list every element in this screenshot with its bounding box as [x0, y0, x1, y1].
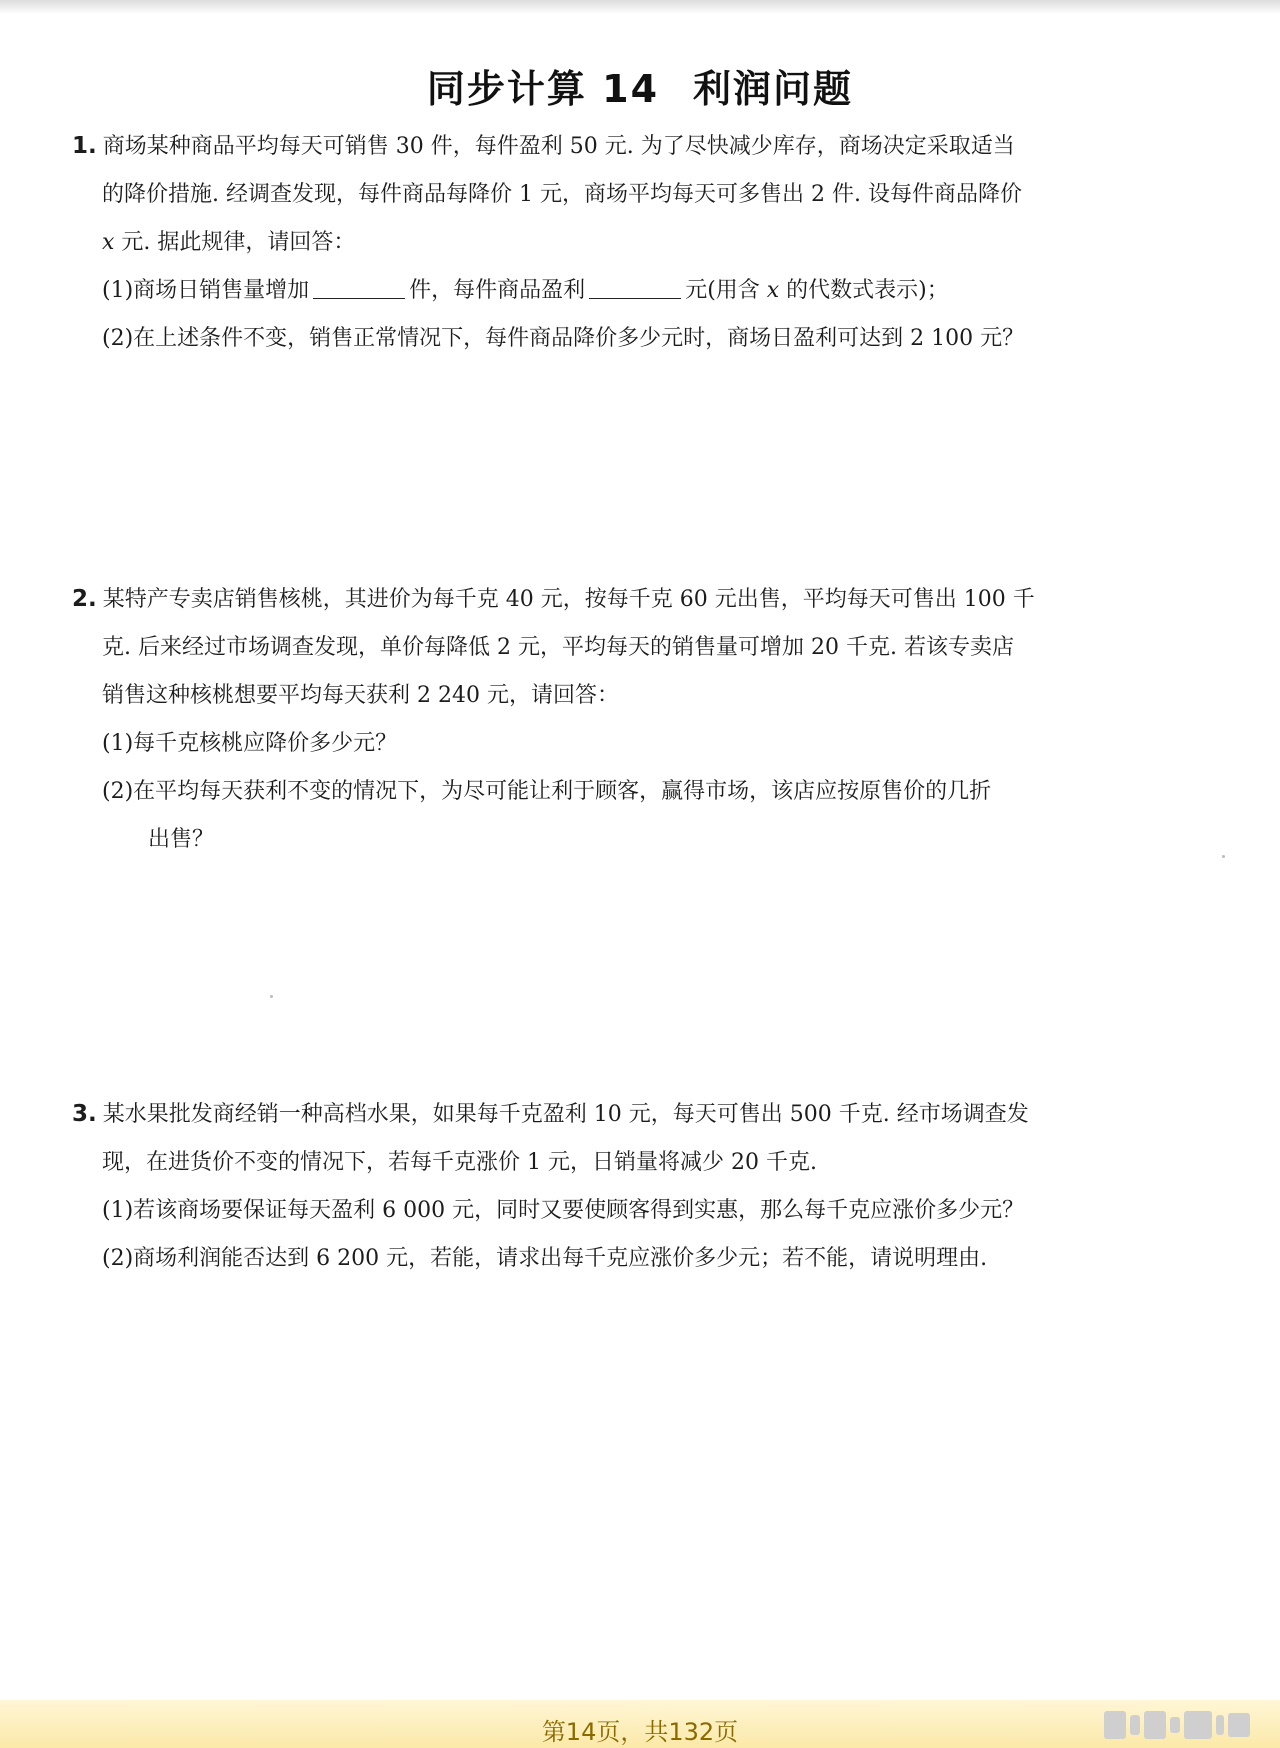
problem-2-sub-2-cont: 出售？ — [148, 827, 215, 852]
variable-x: x — [102, 230, 115, 255]
title-topic: 利润问题 — [693, 67, 854, 111]
page-number-label: 第14页，共132页 — [541, 1718, 739, 1746]
problem-1-text-3: 元. 据此规律，请回答： — [114, 230, 356, 255]
problem-3-line-2: 现，在进货价不变的情况下，若每千克涨价 1 元，日销量将减少 20 千克. — [102, 1150, 817, 1175]
page-title — [0, 58, 1280, 113]
problem-2-text-1: 某特产专卖店销售核桃，其进价为每千克 40 元，按每千克 60 元出售，平均每天可售出 100 千 — [102, 587, 1035, 612]
problem-1-sub-2: (2)在上述条件不变，销售正常情况下，每件商品降价多少元时，商场日盈利可达到 2 100 元？ — [102, 326, 1025, 351]
answer-blank-2[interactable] — [589, 276, 681, 299]
scan-speck — [1222, 855, 1225, 858]
sub-1-text-a: (1)商场日销售量增加 — [102, 278, 310, 303]
problem-1-number: 1. — [72, 133, 97, 159]
answer-blank-1[interactable] — [313, 276, 405, 299]
sub-1-text-b: 件，每件商品盈利 — [409, 278, 586, 303]
problem-2-line-2: 克. 后来经过市场调查发现，单价每降低 2 元，平均每天的销售量可增加 20 千克. 若该专卖店 — [102, 635, 1014, 660]
problem-2-number: 2. — [72, 586, 97, 612]
sub-1-text-c: 元(用含 — [685, 278, 767, 303]
problem-3-number: 3. — [72, 1101, 97, 1127]
scan-edge — [0, 0, 1280, 14]
problem-3-text-1: 某水果批发商经销一种高档水果，如果每千克盈利 10 元，每天可售出 500 千克. 经市场调查发 — [102, 1102, 1029, 1127]
problem-1 — [72, 122, 1222, 363]
problem-1-sub-1 — [72, 267, 1222, 315]
watermark-logo — [1104, 1708, 1250, 1742]
problem-2-sub-2: (2)在平均每天获利不变的情况下，为尽可能让利于顾客，赢得市场，该店应按原售价的几折 — [102, 779, 992, 804]
problem-3-sub-1: (1)若该商场要保证每天盈利 6 000 元，同时又要使顾客得到实惠，那么每千克应涨价多少元？ — [102, 1198, 1025, 1223]
title-main: 同步计算 14 — [426, 67, 660, 111]
scan-speck — [270, 995, 273, 998]
problem-1-line-3 — [72, 219, 1222, 267]
problem-1-line-1 — [72, 122, 1222, 171]
variable-x: x — [766, 278, 780, 303]
problem-2-sub-1: (1)每千克核桃应降价多少元？ — [102, 731, 398, 756]
problem-1-line-2: 的降价措施. 经调查发现，每件商品每降价 1 元，商场平均每天可多售出 2 件. 设每件商品降价 — [102, 182, 1022, 207]
problem-3-sub-2: (2)商场利润能否达到 6 200 元，若能，请求出每千克应涨价多少元；若不能，请说明理由. — [102, 1246, 988, 1271]
problem-3-line-1 — [72, 1090, 1222, 1139]
problem-2 — [72, 575, 1222, 864]
problem-2-line-1 — [72, 575, 1222, 624]
sub-1-text-d: 的代数式表示)； — [779, 278, 949, 303]
problem-3 — [72, 1090, 1222, 1283]
problem-2-line-3: 销售这种核桃想要平均每天获利 2 240 元，请回答： — [102, 683, 619, 708]
problem-1-text-1: 商场某种商品平均每天可销售 30 件，每件盈利 50 元. 为了尽快减少库存，商场决定采取适当 — [102, 134, 1015, 159]
